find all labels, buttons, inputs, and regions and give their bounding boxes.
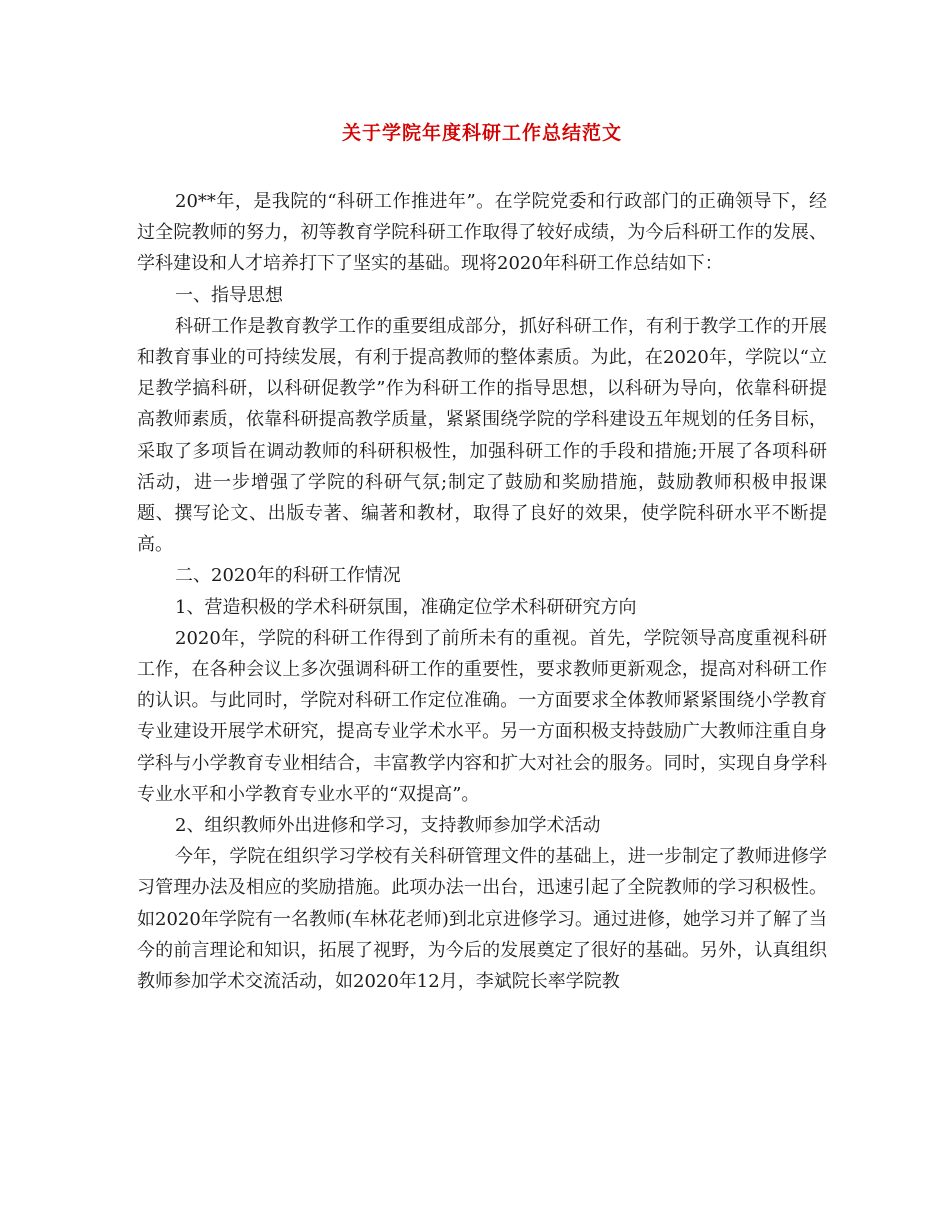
section-heading-guiding-ideology: 一、指导思想 (175, 284, 283, 306)
paragraph-academic-atmosphere: 2020年，学院的科研工作得到了前所未有的重视。首先，学院领导高度重视科研工作，在各种会议上多次强调科研工作的重要性，要求教师更新观念，提高对科研工作的认识。与此同时，学院对科研工作定位准确。一方面要求全体教师紧紧围绕小学教育专业建设开展学术研究，提高专业学术水平。另一方面积极支持鼓励广大教师注重自身学科与小学教育专业相结合，丰富教学内容和扩大对社会的服务。同时，实现自身学科专业水平和小学教育专业水平的“双提高”。 (137, 627, 827, 805)
paragraph-teacher-training: 今年，学院在组织学习学校有关科研管理文件的基础上，进一步制定了教师进修学习管理办法及相应的奖励措施。此项办法一出台，迅速引起了全院教师的学习积极性。如2020年学院有一名教师(车林花老师)到北京进修学习。通过进修，她学习并了解了当今的前言理论和知识，拓展了视野，为今后的发展奠定了很好的基础。另外，认真组织教师参加学术交流活动，如2020年12月，李斌院长率学院教 (137, 846, 827, 993)
subsection-heading-academic-atmosphere: 1、营造积极的学术科研氛围，准确定位学术科研研究方向 (175, 596, 637, 618)
paragraph-guiding-ideology: 科研工作是教育教学工作的重要组成部分，抓好科研工作，有利于教学工作的开展和教育事业的可持续发展，有利于提高教师的整体素质。为此，在2020年，学院以“立足教学搞科研，以科研促教学”作为科研工作的指导思想，以科研为导向，依靠科研提高教师素质，依靠科研提高教学质量，紧紧围绕学院的学科建设五年规划的任务目标，采取了多项旨在调动教师的科研积极性，加强科研工作的手段和措施;开展了各项科研活动，进一步增强了学院的科研气氛;制定了鼓励和奖励措施，鼓励教师积极申报课题、撰写论文、出版专著、编著和教材，取得了良好的效果，使学院科研水平不断提高。 (137, 315, 827, 556)
paragraph-intro: 20**年，是我院的“科研工作推进年”。在学院党委和行政部门的正确领导下，经过全院教师的努力，初等教育学院科研工作取得了较好成绩，为今后科研工作的发展、学科建设和人才培养打下了坚实的基础。现将2020年科研工作总结如下： (137, 191, 827, 275)
subsection-heading-teacher-training: 2、组织教师外出进修和学习，支持教师参加学术活动 (175, 815, 601, 837)
document-page (137, 118, 827, 997)
document-title: 关于学院年度科研工作总结范文 (341, 122, 622, 144)
section-heading-research-work: 二、2020年的科研工作情况 (175, 565, 401, 587)
